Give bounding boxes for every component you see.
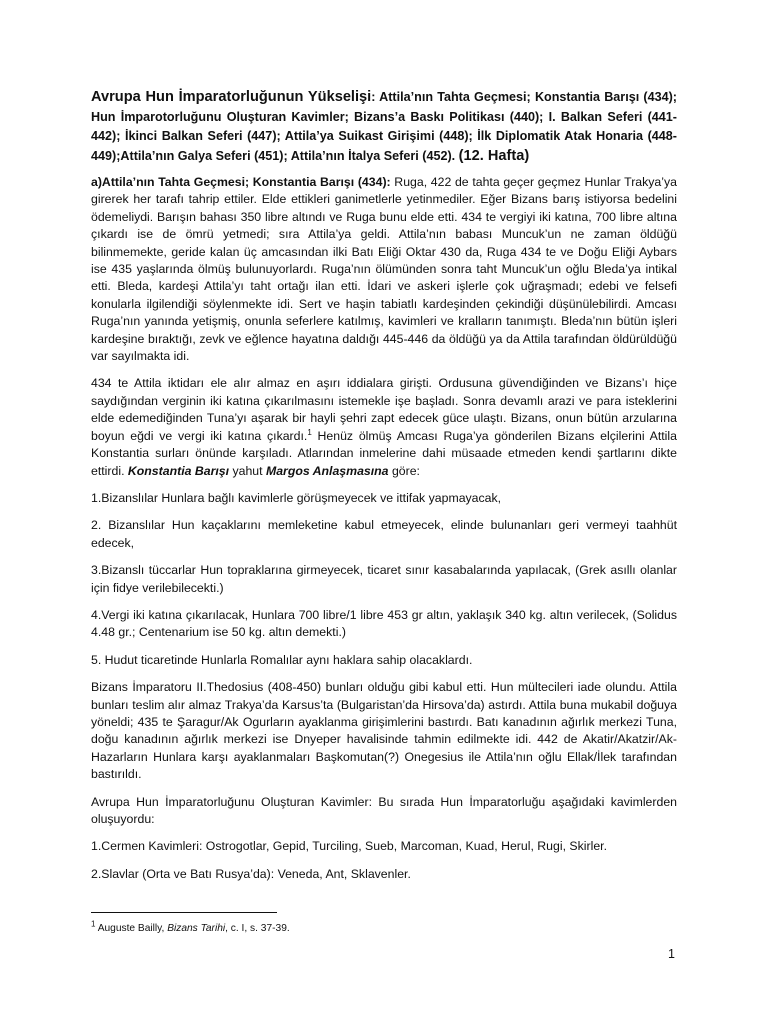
peoples-item-1: 1.Cermen Kavimleri: Ostrogotlar, Gepid, Turciling, Sueb, Marcoman, Kuad, Herul, Rugi, Skirler. [91, 839, 607, 854]
footnote-text: , c. I, s. 37-39. [225, 923, 290, 934]
footnote-reference: 1 [307, 427, 312, 437]
title-subtopics: Attila’nın Tahta Geçmesi; Konstantia Barışı (434); Hun İmparotorluğunu Oluşturan Kavimler; Bizans’a Baskı Politikası (440); I. Balkan Seferi (441-442); İkinci Balkan Seferi (447); Attila’ya Suikast Girişimi (448); İlk Diplomatik Atak Honaria (448-449);Attila’nın Galya Seferi (451); Attila’nın İtalya Seferi (452). [91, 90, 677, 163]
paragraph-text: Ruga, 422 de tahta geçer geçmez Hunlar Trakya’ya girerek her tarafı tahrip ettiler. Elde ettikleri ganimetlerle yetinmediler. Eğer Bizans barış istiyorsa bedelini ödemeliydi. Barışın bahası 350 libre altındı ve Ruga bunu elde etti. 434 te vergiyi iki katına, 700 libre altına çıkardı ise de ömrü yetmedi; sıra Attila’ya geldi. Attila’nın babası Muncuk’un ne zaman öldüğü bilinmemekte, geride kalan üç amcasından ilki Batı Eliği Oktar 430 da, Ruga 434 te ve Doğu Eliği Aybars ise 435 yaşlarında ölmüş bulunuyorlardı. Ruga’nın ölümünden sonra taht Muncuk’un oğlu Bleda’ya intikal etti. Bleda, kardeşi Attila’yı taht ortağı ilan etti. İdari ve askeri işlerle çok uğraşmadı; edebi ve felsefi konularla ilgilendiği söylenmekte idi. Sert ve haşin tabiatlı kardeşinden çekindiği düşünülebilirdi. Amcası Ruga’nın yanında yetişmiş, onunla seferlere katılmış, kavimleri ve kralların tanımıştı. Bleda’nın bütün işleri kardeşine bıraktığı, zevk ve eğlence hayatına daldığı 445-446 da öldüğü ya da Attila tarafından öldürüldüğü var sayılmakta idi. [91, 175, 677, 364]
title-main: Avrupa Hun İmparatorluğunun Yükselişi [91, 89, 372, 105]
footnote-book-title: Bizans Tarihi [167, 923, 226, 934]
paragraph-accession [91, 174, 677, 365]
title-colon: : [371, 90, 376, 104]
treaty-item-1: 1.Bizanslılar Hunlara bağlı kavimlerle görüşmeyecek ve ittifak yapmayacak, [91, 490, 502, 505]
paragraph-text: göre: [388, 463, 420, 478]
footnote-separator [91, 912, 277, 913]
footnote-text: Auguste Bailly, [95, 923, 168, 934]
footnote-mark: 1 [91, 919, 96, 929]
paragraph-text: yahut [229, 463, 266, 478]
section-heading-a: a)Attila’nın Tahta Geçmesi; Konstantia Barışı (434): [91, 175, 391, 189]
treaty-item-5: 5. Hudut ticaretinde Hunlarla Romalılar aynı haklara sahip olacaklardı. [91, 652, 473, 667]
document-body [91, 88, 677, 893]
title-week: (12. Hafta) [458, 147, 530, 164]
paragraph-theodosius: Bizans İmparatoru II.Thedosius (408-450) bunları olduğu gibi kabul etti. Hun mültecileri iade olundu. Attila bunları teslim alır almaz Trakya’da Karsus’ta (Bulgaristan’da Hirsova’da) astırdı. Attila buna mukabil doğuya yöneldi; 435 te Şaragur/Ak Ogurların ayaklanma girişimlerini bastırdı. Batı kanadının ağırlık merkezi Tuna, doğu kanadının ağırlık merkezi ise Dnyeper havalisinde tahmin edilmekte idi. 442 de Akatir/Akatzir/Ak-Hazarların Hunlara karşı ayaklanmaları Başkomutan(?) Onegesius ile Attila’nın oğlu Ellak/İlek tarafından bastırıldı. [91, 680, 677, 782]
footnote [91, 919, 290, 936]
paragraph-attila-power [91, 375, 677, 479]
treaty-item-4: 4.Vergi iki katına çıkarılacak, Hunlara 700 libre/1 libre 453 gr altın, yaklaşık 340 kg. altın verilecek, (Solidus 4.48 gr.; Centenarium ise 50 kg. altın demekti.) [91, 607, 677, 640]
page-number: 1 [668, 947, 675, 961]
document-title [91, 88, 677, 166]
emphasis-margos: Margos Anlaşmasına [265, 463, 389, 478]
paragraph-text: 434 te Attila iktidarı ele alır almaz en aşırı iddialara girişti. Ordusuna güvendiğinden ve Bizans’ı hiçe saydığından verginin iki katına çıkarılmasını istemekle işe başladı. Sonra devamlı arazi ve para isteklerini elde edemediğinden Tuna’yı aşarak bir hayli şehri zapt edecek güce ulaştı. Bizans, onun bütün arzularına boyun eğdi ve vergi iki katına çıkardı. [91, 376, 677, 443]
emphasis-konstantia: Konstantia Barışı [127, 463, 230, 478]
treaty-item-2: 2. Bizanslılar Hun kaçaklarını memleketine kabul etmeyecek, elinde bulunanları geri vermeyi taahhüt edecek, [91, 518, 677, 550]
treaty-item-3: 3.Bizanslı tüccarlar Hun topraklarına girmeyecek, ticaret sınır kasabalarında yapılacak, (Grek asıllı olanlar için fidye verilebilecekti.) [91, 563, 677, 595]
paragraph-peoples-intro: Avrupa Hun İmparatorluğunu Oluşturan Kavimler: Bu sırada Hun İmparatorluğu aşağıdaki kavimlerden oluşuyordu: [91, 794, 677, 826]
paragraph-text: Henüz ölmüş Amcası Ruga’ya gönderilen Bizans elçilerini Attila Konstantia surları önünde karşıladı. Atlarından inmelerine dahi müsaade etmeden kendi şartlarını dikte ettirdi. [91, 428, 677, 478]
peoples-item-2: 2.Slavlar (Orta ve Batı Rusya’da): Veneda, Ant, Sklavenler. [91, 866, 411, 881]
